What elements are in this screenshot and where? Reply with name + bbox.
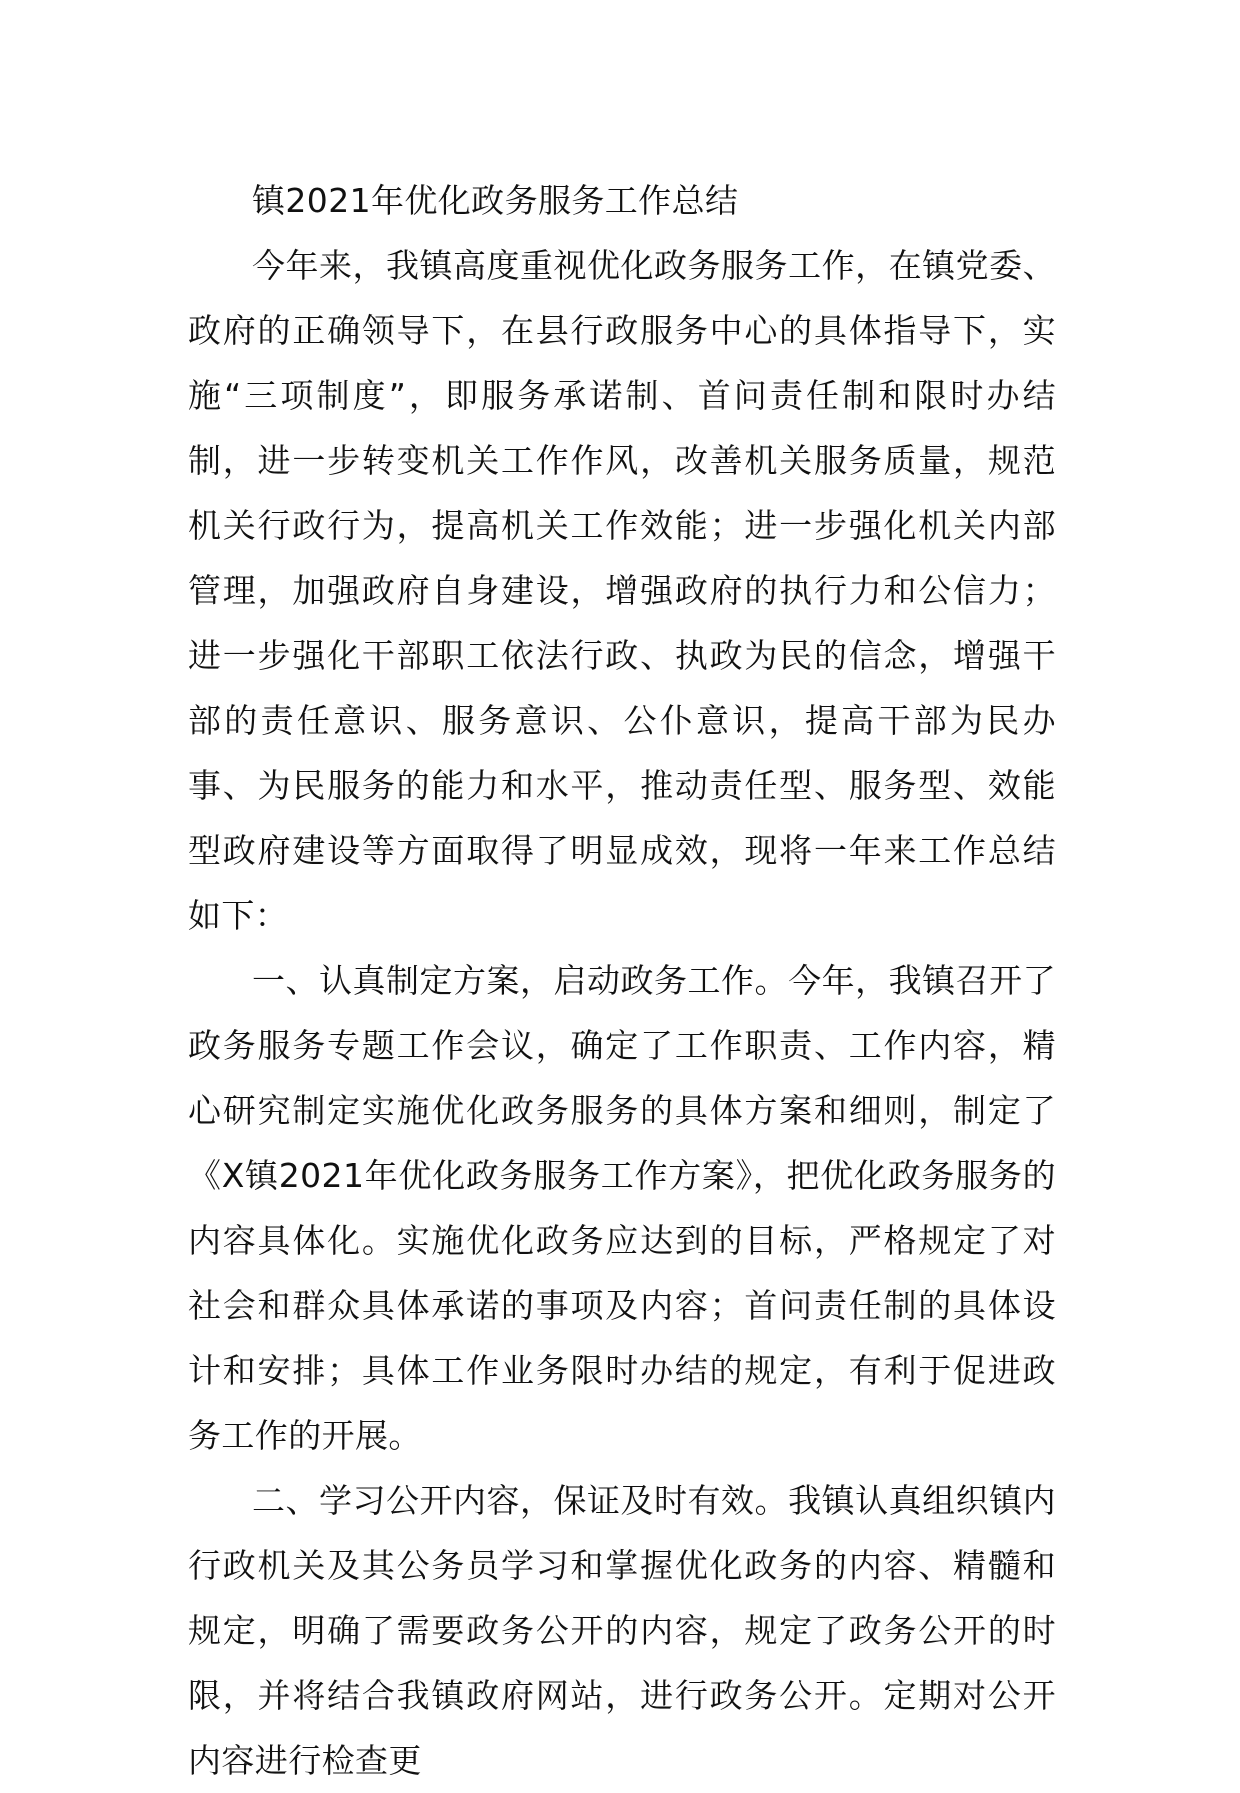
paragraph-section-2: 二、学习公开内容，保证及时有效。我镇认真组织镇内行政机关及其公务员学习和掌握优化政务的内容、精髓和规定，明确了需要政务公开的内容，规定了政务公开的时限，并将结合我镇政府网站，进行政务公开。定期对公开内容进行检查更	[188, 1481, 1056, 1780]
document-body	[188, 168, 1056, 1793]
document-title: 镇2021年优化政务服务工作总结	[252, 181, 739, 220]
paragraph-section-1: 一、认真制定方案，启动政务工作。今年，我镇召开了政务服务专题工作会议，确定了工作职责、工作内容，精心研究制定实施优化政务服务的具体方案和细则，制定了《X镇2021年优化政务服务工作方案》，把优化政务服务的内容具体化。实施优化政务应达到的目标，严格规定了对社会和群众具体承诺的事项及内容；首问责任制的具体设计和安排；具体工作业务限时办结的规定，有利于促进政务工作的开展。	[188, 961, 1056, 1455]
paragraph-intro: 今年来，我镇高度重视优化政务服务工作，在镇党委、政府的正确领导下，在县行政服务中心的具体指导下，实施“三项制度”，即服务承诺制、首问责任制和限时办结制，进一步转变机关工作作风，改善机关服务质量，规范机关行政行为，提高机关工作效能；进一步强化机关内部管理，加强政府自身建设，增强政府的执行力和公信力；进一步强化干部职工依法行政、执政为民的信念，增强干部的责任意识、服务意识、公仆意识，提高干部为民办事、为民服务的能力和水平，推动责任型、服务型、效能型政府建设等方面取得了明显成效，现将一年来工作总结如下：	[188, 246, 1056, 935]
